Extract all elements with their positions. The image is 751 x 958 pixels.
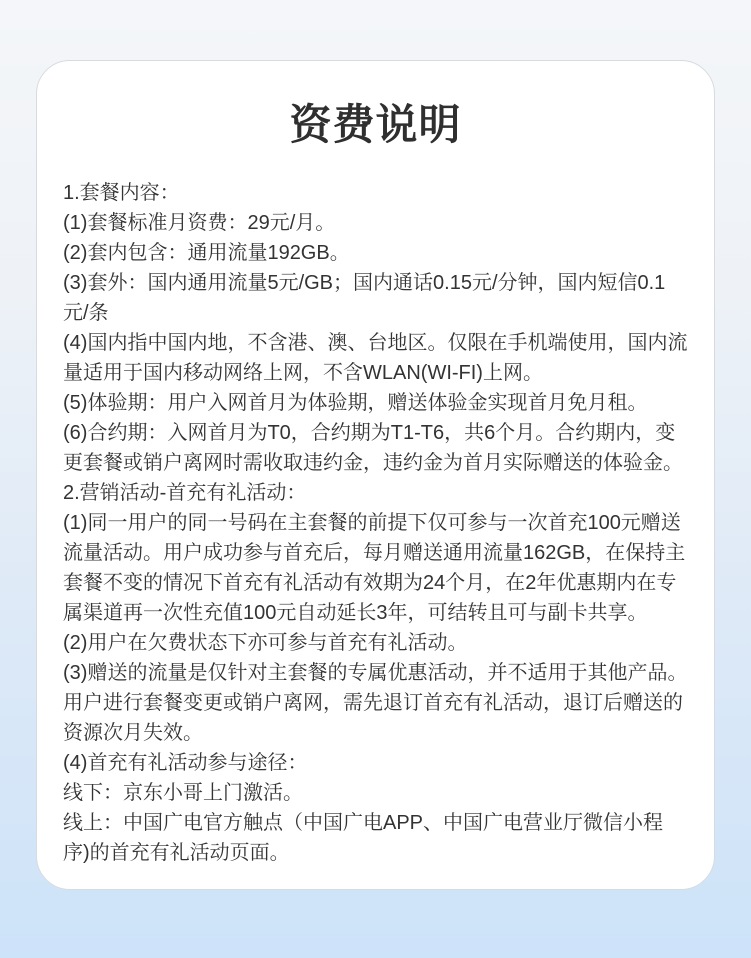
paragraph-line: (2)套内包含：通用流量192GB。 xyxy=(63,241,350,264)
paragraph-line: (1)套餐标准月资费：29元/月。 xyxy=(63,211,336,234)
paragraph-line: 线下：京东小哥上门激活。 xyxy=(63,781,303,804)
paragraph-line: (3)赠送的流量是仅针对主套餐的专属优惠活动，并不适用于其他产品。用户进行套餐变更或销户离网，需先退订首充有礼活动，退订后赠送的资源次月失效。 xyxy=(63,661,688,744)
paragraph-line: (4)国内指中国内地，不含港、澳、台地区。仅限在手机端使用，国内流量适用于国内移动网络上网，不含WLAN(WI-FI)上网。 xyxy=(63,331,688,384)
paragraph-line: (1)同一用户的同一号码在主套餐的前提下仅可参与一次首充100元赠送流量活动。用户成功参与首充后，每月赠送通用流量162GB，在保持主套餐不变的情况下首充有礼活动有效期为24个月，在2年优惠期内在专属渠道再一次性充值100元自动延长3年，可结转且可与副卡共享。 xyxy=(63,511,686,624)
paragraph-line: (2)用户在欠费状态下亦可参与首充有礼活动。 xyxy=(63,631,468,654)
paragraph-line: 2.营销活动-首充有礼活动： xyxy=(63,481,307,504)
fee-description-body xyxy=(63,178,688,868)
fee-description-card xyxy=(36,60,715,890)
paragraph-line: (3)套外：国内通用流量5元/GB；国内通话0.15元/分钟，国内短信0.1元/条 xyxy=(63,271,666,324)
paragraph-line: (6)合约期：入网首月为T0，合约期为T1-T6，共6个月。合约期内，变更套餐或销户离网时需收取违约金，违约金为首月实际赠送的体验金。 xyxy=(63,421,683,474)
paragraph-line: (5)体验期：用户入网首月为体验期，赠送体验金实现首月免月租。 xyxy=(63,391,648,414)
paragraph-line: 线上：中国广电官方触点（中国广电APP、中国广电营业厅微信小程序)的首充有礼活动页面。 xyxy=(63,811,664,864)
paragraph-line: (4)首充有礼活动参与途径： xyxy=(63,751,308,774)
page-title: 资费说明 xyxy=(289,101,462,148)
paragraph-line: 1.套餐内容： xyxy=(63,181,180,204)
